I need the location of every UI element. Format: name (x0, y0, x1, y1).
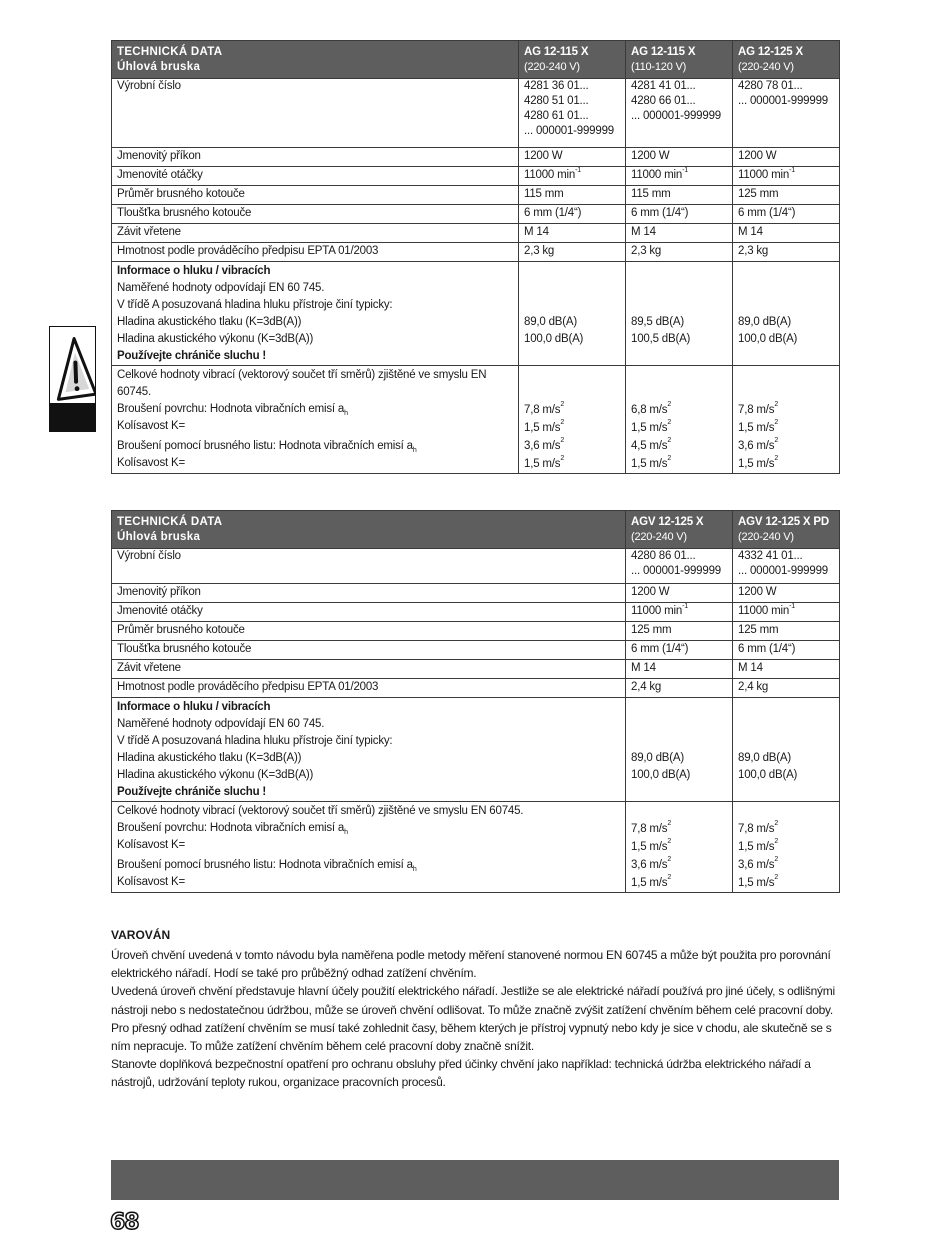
model-header (733, 511, 840, 549)
noise-value-cell (519, 262, 626, 366)
warning-paragraph: Stanovte doplňková bezpečnostní opatření pro ochranu obsluhy před účinky chvění jako například: technická údržba elektrického nářadí a nástrojů, udržování teploty rukou, organizace pracovních procesů. (111, 1057, 811, 1090)
vibration-value-cell (733, 366, 840, 474)
row-value: 115 mm (626, 186, 733, 205)
table-row (112, 79, 840, 148)
surface-k-value: 1,5 $m/s^2$ (631, 838, 672, 853)
model-voltage: (220-240 V) (738, 61, 794, 73)
row-value: 6 mm (1/4“) (519, 205, 626, 224)
sanding-k-value: 1,5 $m/s^2$ (631, 455, 672, 470)
row-value: M 14 (733, 224, 840, 243)
row-value: 2,3 kg (626, 243, 733, 262)
warning-title: VAROVÁN (111, 928, 171, 942)
row-label: Jmenovitý příkon (112, 148, 519, 167)
page-number: 68 (110, 1210, 139, 1235)
table-row (112, 148, 840, 167)
model-voltage: (220-240 V) (524, 61, 580, 73)
table-header-row (112, 41, 840, 79)
row-label: Jmenovitý příkon (112, 584, 626, 603)
surface-value: 7,8 $m/s^2$ (524, 401, 565, 416)
surface-k-value: 1,5 $m/s^2$ (524, 419, 565, 434)
surface-value: 7,8 $m/s^2$ (631, 820, 672, 835)
serial-line: 4280 61 01... (524, 110, 589, 122)
warning-paragraph: Pro přesný odhad zatížení chvěním se musí také zohlednit časy, během kterých je přístroj vypnutý nebo kdy je sice v chodu, ale skutečně se s ním nepracuje. To může zatížení chvěním během celé pracovní doby značně snížit. (111, 1020, 832, 1054)
table-header-row (112, 511, 840, 549)
sanding-label: Broušení pomocí brusného listu: Hodnota vibračních emisí ah (117, 859, 417, 873)
model-name: AG 12-125 X (738, 46, 803, 58)
row-value: 2,4 kg (733, 679, 840, 698)
row-label: Závit vřetene (112, 224, 519, 243)
row-label: Tloušťka brusného kotouče (112, 205, 519, 224)
serial-line: 4280 66 01... (631, 95, 696, 107)
model-header (626, 41, 733, 79)
row-value: 11000 $\min^{-1}$ (733, 603, 840, 622)
model-header (733, 41, 840, 79)
noise-heading: Informace o hluku / vibracích (117, 701, 271, 713)
k-label: Kolísavost K= (117, 876, 186, 888)
sanding-k-value: 1,5 $m/s^2$ (524, 455, 565, 470)
model-name: AG 12-115 X (631, 46, 696, 58)
warning-paragraph: Uvedená úroveň chvění představuje hlavní účely použití elektrického nářadí. Jestliže se ale elektrické nářadí používá pro jiné účely, s odlišnými nástroji nebo s nedostatečnou údržbou, může se úroveň chvění odlišovat. To může značně zvýšit zatížení chvěním během celé pracovní doby. (111, 984, 835, 1017)
vibration-value-cell (626, 366, 733, 474)
row-value: 11000 $\min^{-1}$ (519, 167, 626, 186)
row-value: 2,4 kg (626, 679, 733, 698)
power-value: 100,5 dB(A) (631, 333, 691, 345)
surface-value: 7,8 $m/s^2$ (738, 820, 779, 835)
row-label: Jmenovité otáčky (112, 603, 626, 622)
table-row (112, 603, 840, 622)
row-value: 6 mm (1/4“) (626, 205, 733, 224)
model-name: AGV 12-125 X (631, 516, 704, 528)
pressure-value: 89,0 dB(A) (738, 316, 791, 328)
model-voltage: (220-240 V) (738, 531, 794, 543)
row-label: Průměr brusného kotouče (112, 186, 519, 205)
noise-line: V třídě A posuzovaná hladina hluku přístroje činí typicky: (117, 735, 393, 747)
noise-row (112, 698, 840, 802)
noise-value-cell (626, 262, 733, 366)
serial-line: 4332 41 01... (738, 550, 803, 562)
serial-line: ... 000001-999999 (631, 110, 721, 122)
row-label: Závit vřetene (112, 660, 626, 679)
hearing-warning: Používejte chrániče sluchu ! (117, 786, 267, 798)
sanding-value: 3,6 $m/s^2$ (738, 437, 779, 452)
table-title: TECHNICKÁ DATA (117, 46, 223, 58)
row-value: 2,3 kg (733, 243, 840, 262)
serial-line: ... 000001-999999 (524, 125, 614, 137)
row-value: 1200 W (519, 148, 626, 167)
noise-line: Naměřené hodnoty odpovídají EN 60 745. (117, 718, 325, 730)
model-voltage: (220-240 V) (631, 531, 687, 543)
sanding-value: 4,5 $m/s^2$ (631, 437, 672, 452)
k-label: Kolísavost K= (117, 457, 186, 469)
vibration-row (112, 366, 840, 474)
pressure-value: 89,0 dB(A) (524, 316, 577, 328)
vibration-value-cell (733, 802, 840, 893)
row-value: 2,3 kg (519, 243, 626, 262)
table-row (112, 186, 840, 205)
row-label: Hmotnost podle prováděcího předpisu EPTA 01/2003 (112, 679, 626, 698)
table-title: TECHNICKÁ DATA (117, 516, 223, 528)
hearing-warning: Používejte chrániče sluchu ! (117, 350, 267, 362)
row-value: 115 mm (519, 186, 626, 205)
row-label: Hmotnost podle prováděcího předpisu EPTA 01/2003 (112, 243, 519, 262)
sanding-value: 3,6 $m/s^2$ (524, 437, 565, 452)
sanding-k-value: 1,5 $m/s^2$ (738, 455, 779, 470)
table-row (112, 205, 840, 224)
sanding-k-value: 1,5 $m/s^2$ (738, 874, 779, 889)
row-label: Výrobní číslo (112, 549, 626, 584)
model-name: AGV 12-125 X PD (738, 516, 829, 528)
k-label: Kolísavost K= (117, 420, 186, 432)
sanding-k-value: 1,5 $m/s^2$ (631, 874, 672, 889)
surface-k-value: 1,5 $m/s^2$ (631, 419, 672, 434)
row-value: 6 mm (1/4“) (626, 641, 733, 660)
table-row (112, 641, 840, 660)
power-value: 100,0 dB(A) (524, 333, 584, 345)
model-name: AG 12-115 X (524, 46, 589, 58)
row-value: 125 mm (626, 622, 733, 641)
table-title-cell (112, 511, 626, 549)
row-label: Tloušťka brusného kotouče (112, 641, 626, 660)
power-value: 100,0 dB(A) (738, 769, 798, 781)
sanding-label: Broušení pomocí brusného listu: Hodnota vibračních emisí ah (117, 440, 417, 454)
serial-line: 4281 41 01... (631, 80, 696, 92)
serial-line: 4280 86 01... (631, 550, 696, 562)
noise-row (112, 262, 840, 366)
tech-data-table-1 (111, 40, 840, 474)
table-row (112, 224, 840, 243)
surface-value: 6,8 $m/s^2$ (631, 401, 672, 416)
vibration-intro: Celkové hodnoty vibrací (vektorový součet tří směrů) zjištěné ve smyslu EN 60745. (117, 805, 524, 817)
serial-line: ... 000001-999999 (631, 565, 721, 577)
serial-line: ... 000001-999999 (738, 95, 828, 107)
surface-label: Broušení povrchu: Hodnota vibračních emisí ah (117, 403, 348, 417)
noise-line: V třídě A posuzovaná hladina hluku přístroje činí typicky: (117, 299, 393, 311)
serial-cell (626, 79, 733, 148)
power-value: 100,0 dB(A) (738, 333, 798, 345)
surface-k-value: 1,5 $m/s^2$ (738, 838, 779, 853)
warning-triangle-icon (49, 326, 96, 404)
model-header (519, 41, 626, 79)
row-value: 125 mm (733, 622, 840, 641)
row-value: 1200 W (733, 584, 840, 603)
row-label: Průměr brusného kotouče (112, 622, 626, 641)
table-row (112, 660, 840, 679)
vibration-row (112, 802, 840, 893)
pressure-value: 89,0 dB(A) (738, 752, 791, 764)
row-value: 1200 W (626, 584, 733, 603)
row-value: 11000 $\min^{-1}$ (626, 167, 733, 186)
table-subtitle: Úhlová bruska (117, 61, 201, 73)
serial-cell (733, 549, 840, 584)
serial-line: 4281 36 01... (524, 80, 589, 92)
k-label: Kolísavost K= (117, 839, 186, 851)
table-subtitle: Úhlová bruska (117, 531, 201, 543)
row-value: M 14 (733, 660, 840, 679)
tech-data-table-2 (111, 510, 840, 893)
pressure-label: Hladina akustického tlaku (K=3dB(A)) (117, 316, 302, 328)
vibration-intro: Celkové hodnoty vibrací (vektorový součet tří směrů) zjištěné ve smyslu EN 60745. (117, 369, 487, 398)
row-value: 1200 W (733, 148, 840, 167)
model-header (626, 511, 733, 549)
pressure-label: Hladina akustického tlaku (K=3dB(A)) (117, 752, 302, 764)
serial-line: 4280 78 01... (738, 80, 803, 92)
power-label: Hladina akustického výkonu (K=3dB(A)) (117, 333, 314, 345)
noise-value-cell (733, 698, 840, 802)
row-label: Výrobní číslo (112, 79, 519, 148)
table-row (112, 584, 840, 603)
surface-k-value: 1,5 $m/s^2$ (738, 419, 779, 434)
row-value: 11000 $\min^{-1}$ (626, 603, 733, 622)
noise-line: Naměřené hodnoty odpovídají EN 60 745. (117, 282, 325, 294)
table-row (112, 622, 840, 641)
serial-line: ... 000001-999999 (738, 565, 828, 577)
pressure-value: 89,5 dB(A) (631, 316, 684, 328)
noise-label-cell (112, 262, 519, 366)
surface-value: 7,8 $m/s^2$ (738, 401, 779, 416)
row-value: M 14 (626, 660, 733, 679)
row-value: 11000 $\min^{-1}$ (733, 167, 840, 186)
power-label: Hladina akustického výkonu (K=3dB(A)) (117, 769, 314, 781)
noise-label-cell (112, 698, 626, 802)
vibration-label-cell (112, 802, 626, 893)
serial-cell (519, 79, 626, 148)
side-warning-tab (49, 326, 96, 432)
noise-value-cell (733, 262, 840, 366)
noise-heading: Informace o hluku / vibracích (117, 265, 271, 277)
surface-label: Broušení povrchu: Hodnota vibračních emisí ah (117, 822, 348, 836)
table-row (112, 679, 840, 698)
row-value: 6 mm (1/4“) (733, 205, 840, 224)
noise-value-cell (626, 698, 733, 802)
table-title-cell (112, 41, 519, 79)
power-value: 100,0 dB(A) (631, 769, 691, 781)
table-row (112, 243, 840, 262)
warning-body (111, 946, 841, 1092)
pressure-value: 89,0 dB(A) (631, 752, 684, 764)
serial-line: 4280 51 01... (524, 95, 589, 107)
sanding-value: 3,6 $m/s^2$ (738, 856, 779, 871)
row-label: Jmenovité otáčky (112, 167, 519, 186)
sanding-value: 3,6 $m/s^2$ (631, 856, 672, 871)
vibration-value-cell (626, 802, 733, 893)
vibration-label-cell (112, 366, 519, 474)
serial-cell (626, 549, 733, 584)
vibration-value-cell (519, 366, 626, 474)
row-value: 125 mm (733, 186, 840, 205)
serial-cell (733, 79, 840, 148)
table-row (112, 549, 840, 584)
row-value: 1200 W (626, 148, 733, 167)
footer-bar (111, 1160, 839, 1200)
row-value: M 14 (519, 224, 626, 243)
warning-paragraph: Úroveň chvění uvedená v tomto návodu byla naměřena podle metody měření stanovené normou EN 60745 a může být použita pro porovnání elektrického nářadí. Hodí se také pro průběžný odhad zatížení chvěním. (111, 948, 831, 981)
row-value: M 14 (626, 224, 733, 243)
table-row (112, 167, 840, 186)
model-voltage: (110-120 V) (631, 61, 687, 73)
row-value: 6 mm (1/4“) (733, 641, 840, 660)
